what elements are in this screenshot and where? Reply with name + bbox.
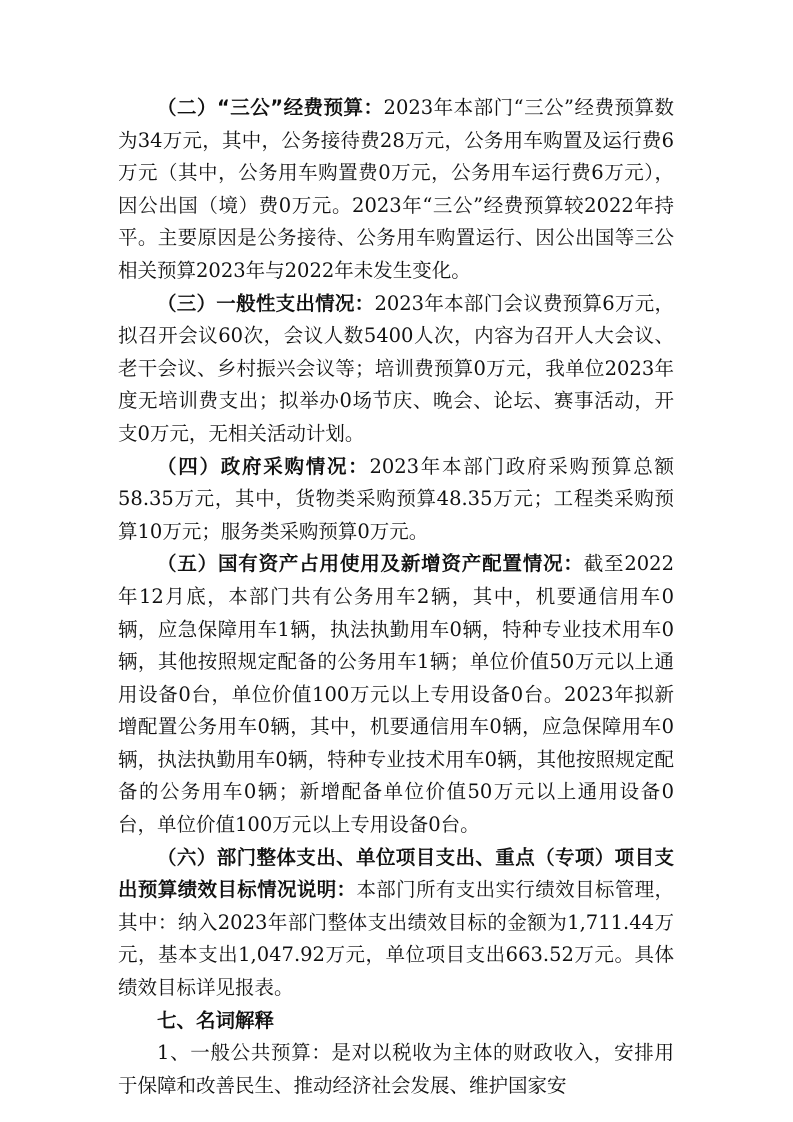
section-lead: （五）国有资产占用使用及新增资产配置情况： <box>157 552 584 576</box>
section-body: 本部门所有支出实行绩效目标管理，其中：纳入2023年部门整体支出绩效目标的金额为1,711.44万元，基本支出1,047.92万元，单位项目支出663.52万元。具体绩效目标详见报表。 <box>118 878 674 1000</box>
section-lead: （二）“三公”经费预算： <box>157 96 384 119</box>
section-performance-targets <box>118 842 674 1005</box>
glossary-definition: 1、一般公共预算：是对以税收为主体的财政收入，安排用于保障和改善民生、推动经济社会发展、维护国家安 <box>118 1041 674 1097</box>
section-lead: （六）部门整体支出、单位项目支出、重点（专项）项目支出预算绩效目标情况说明： <box>118 845 674 902</box>
section-body: 2023年本部门会议费预算6万元，拟召开会议60次，会议人数5400人次，内容为召开人大会议、老干会议、乡村振兴会议等；培训费预算0万元，我单位2023年度无培训费支出；拟举办0场节庆、晚会、论坛、赛事活动，开支0万元，无相关活动计划。 <box>118 291 674 445</box>
section-lead: （三）一般性支出情况： <box>157 291 375 315</box>
section-three-public-funds <box>118 92 674 288</box>
section-body: 截至2022年12月底，本部门共有公务用车2辆，其中，机要通信用车0辆，应急保障用车1辆，执法执勤用车0辆，特种专业技术用车0辆，其他按照规定配备的公务用车1辆；单位价值50万元以上通用设备0台，单位价值100万元以上专用设备0台。2023年拟新增配置公务用车0辆，其中，机要通信用车0辆，应急保障用车0辆，执法执勤用车0辆，特种专业技术用车0辆，其他按照规定配备的公务用车0辆；新增配备单位价值50万元以上通用设备0台，单位价值100万元以上专用设备0台。 <box>118 552 674 837</box>
section-body: 2023年本部门“三公”经费预算数为34万元，其中，公务接待费28万元，公务用车购置及运行费6万元（其中，公务用车购置费0万元，公务用车运行费6万元），因公出国（境）费0万元。2023年“三公”经费预算较2022年持平。主要原因是公务接待、公务用车购置运行、因公出国等三公相关预算2023年与2022年未发生变化。 <box>118 96 674 282</box>
section-body: 2023年本部门政府采购预算总额58.35万元，其中，货物类采购预算48.35万元；工程类采购预算10万元；服务类采购预算0万元。 <box>118 454 674 543</box>
section-government-procurement <box>118 451 674 549</box>
glossary-heading: 七、名词解释 <box>157 1008 275 1032</box>
section-lead: （四）政府采购情况： <box>157 454 370 478</box>
document-page <box>118 92 674 1102</box>
section-state-assets <box>118 548 674 841</box>
section-general-expenditure <box>118 288 674 451</box>
